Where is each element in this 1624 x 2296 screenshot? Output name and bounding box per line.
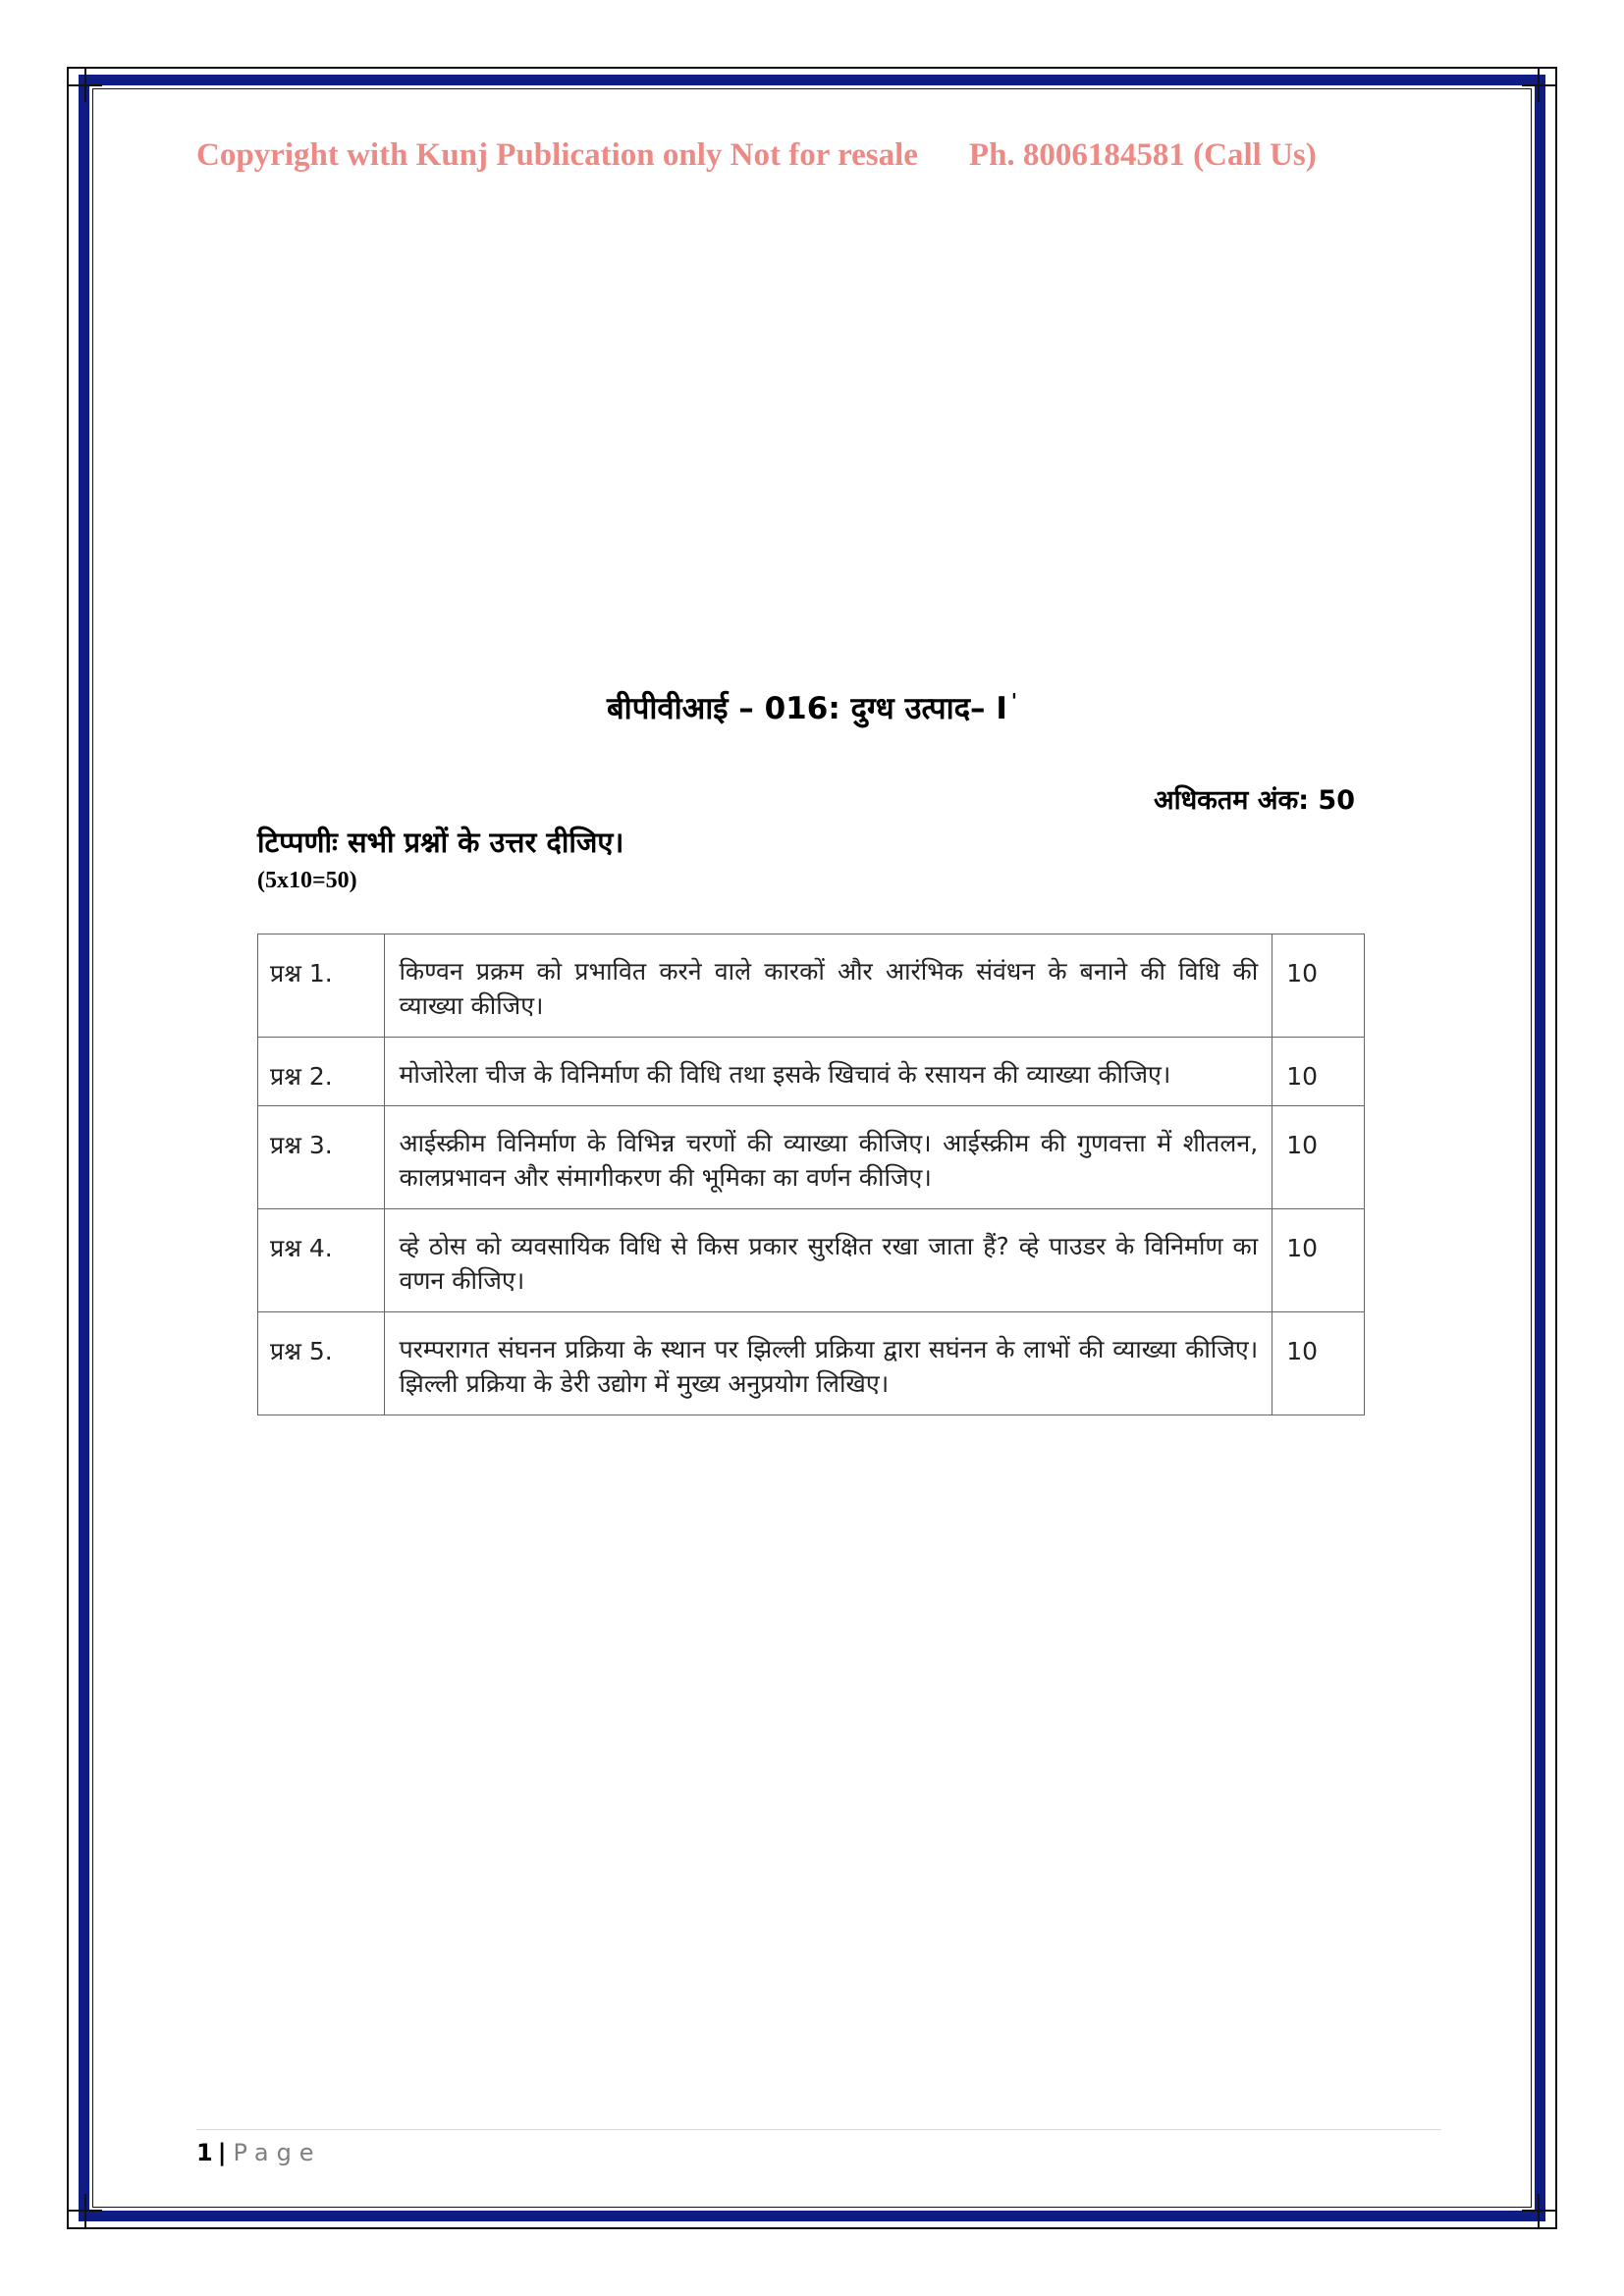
page-label: Page — [233, 2139, 322, 2166]
paper-title-text: बीपीवीआई – 016: दुग्ध उत्पाद– I — [606, 691, 1007, 726]
question-number: प्रश्न 3. — [258, 1106, 385, 1209]
question-number: प्रश्न 4. — [258, 1209, 385, 1312]
question-text: आईस्क्रीम विनिर्माण के विभिन्न चरणों की व्याख्या कीजिए। आईस्क्रीम की गुणवत्ता में शीतलन, कालप्रभावन और संमागीकरण की भूमिका का वर्णन कीजिए। — [385, 1106, 1272, 1209]
question-marks: 10 — [1272, 934, 1365, 1038]
question-number: प्रश्न 1. — [258, 934, 385, 1038]
stray-mark: ' — [1010, 688, 1018, 713]
table-row — [258, 934, 1365, 1038]
contact-phone: Ph. 8006184581 (Call Us) — [968, 137, 1317, 173]
corner-mark-bottom-right — [1522, 2194, 1555, 2227]
question-number: प्रश्न 5. — [258, 1312, 385, 1415]
question-marks: 10 — [1272, 1106, 1365, 1209]
question-text: व्हे ठोस को व्यवसायिक विधि से किस प्रकार सुरक्षित रखा जाता हैं? व्हे पाउडर के विनिर्माण का वणन कीजिए। — [385, 1209, 1272, 1312]
question-marks: 10 — [1272, 1312, 1365, 1415]
questions-table — [257, 934, 1365, 1415]
page-footer — [196, 2139, 322, 2166]
table-row — [258, 1106, 1365, 1209]
corner-mark-bottom-left — [69, 2194, 102, 2227]
corner-mark-top-right — [1522, 69, 1555, 102]
question-text: परम्परागत संघनन प्रक्रिया के स्थान पर झिल्ली प्रक्रिया द्वारा सघंनन के लाभों की व्याख्या कीजिए। झिल्ली प्रक्रिया के डेरी उद्योग में मुख्य अनुप्रयोग लिखिए। — [385, 1312, 1272, 1415]
copyright-header — [196, 137, 1434, 174]
table-row — [258, 1038, 1365, 1106]
page-separator: | — [217, 2139, 228, 2166]
page-number: 1 — [196, 2139, 214, 2166]
footer-divider — [196, 2129, 1441, 2130]
question-marks: 10 — [1272, 1209, 1365, 1312]
instructions-note: टिप्पणीः सभी प्रश्नों के उत्तर दीजिए। — [257, 826, 624, 859]
corner-mark-top-left — [69, 69, 102, 102]
max-marks: अधिकतम अंक: 50 — [1153, 785, 1355, 816]
question-text: किण्वन प्रक्रम को प्रभावित करने वाले कारकों और आरंभिक संवंधन के बनाने की विधि की व्याख्या कीजिए। — [385, 934, 1272, 1038]
table-row — [258, 1312, 1365, 1415]
question-number: प्रश्न 2. — [258, 1038, 385, 1106]
question-text: मोजोरेला चीज के विनिर्माण की विधि तथा इसके खिचावं के रसायन की व्याख्या कीजिए। — [385, 1038, 1272, 1106]
question-marks: 10 — [1272, 1038, 1365, 1106]
marks-scheme: (5x10=50) — [257, 868, 357, 893]
paper-title — [0, 687, 1624, 728]
copyright-notice: Copyright with Kunj Publication only Not for resale — [196, 137, 918, 173]
table-row — [258, 1209, 1365, 1312]
